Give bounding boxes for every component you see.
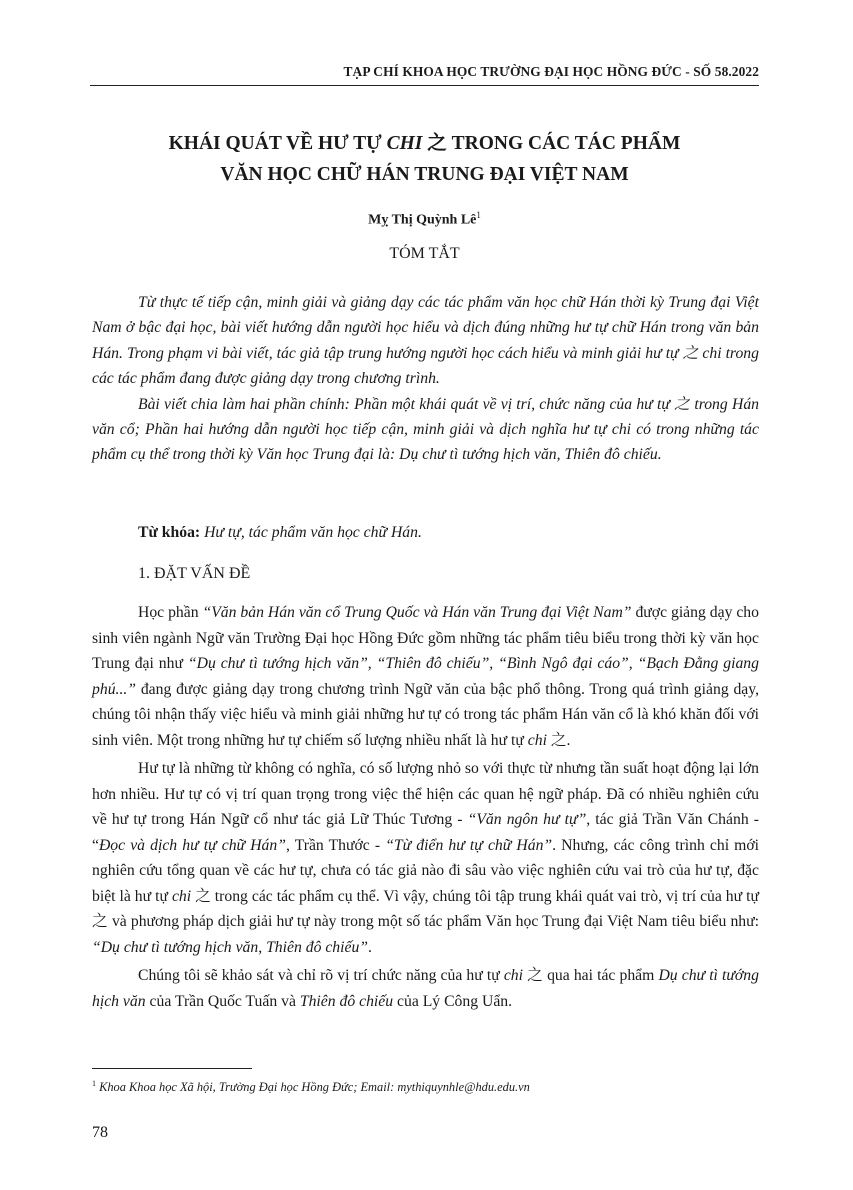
article-title xyxy=(90,128,759,190)
abstract-paragraph-1: Từ thực tế tiếp cận, minh giải và giảng dạy các tác phẩm văn học chữ Hán thời kỳ Trung đại Việt Nam ở bậc đại học, bài viết hướng dẫn người học hiểu và dịch đúng những hư tự chữ Hán trong văn bản Hán. Trong phạm vi bài viết, tác giả tập trung hướng người học cách hiểu và minh giải hư tự 之 chi trong các tác phẩm đang được giảng dạy trong chương trình. xyxy=(92,294,759,388)
text-run: Học phần xyxy=(138,604,203,621)
author-line xyxy=(90,210,759,229)
body-text xyxy=(92,600,759,1017)
italic-run: “Văn ngôn hư tự” xyxy=(467,811,587,828)
body-paragraph-1 xyxy=(92,600,759,753)
italic-run: chi xyxy=(527,731,547,749)
text-run: đang được giảng dạy trong chương trình Ngữ văn của bậc phổ thông. Trong quá trình giảng dạy, chúng tôi nhận thấy việc hiểu và minh giải những hư tự có trong tác phẩm Hán văn cổ là khó khăn đối với sinh viên. Một trong những hư tự chiếm số lượng nhiều nhất là hư tự xyxy=(92,680,759,749)
text-run: 之 trong các tác phẩm cụ thể. Vì vậy, chúng tôi tập trung khái quát vai trò, vị trí của hư tự 之 và phương pháp dịch giải hư tự này trong một số tác phẩm Văn học Trung đại Việt Nam tiêu biểu như: xyxy=(92,887,759,930)
text-run: 之 qua hai tác phẩm xyxy=(523,967,659,984)
keywords-value: Hư tự, tác phẩm văn học chữ Hán. xyxy=(200,524,422,541)
body-paragraph-2 xyxy=(92,756,759,960)
text-run: , Trần Thước - xyxy=(285,836,386,854)
italic-run: Đọc và dịch hư tự chữ Hán” xyxy=(98,836,286,854)
keywords-label: Từ khóa: xyxy=(138,524,201,541)
text-run: Hư tự là những từ không có nghĩa, có số lượng nhỏ so với thực từ nhưng tần suất hoạt động lại lớn hơn nhiều. Hư tự có vị trí quan trọng trong việc thể hiện các quan hệ ngữ pháp. Đã có nhiều nghiên cứu về hư tự trong Hán Ngữ cổ như tác giả Lữ Thúc Tương - xyxy=(92,760,759,828)
text-run: 之. xyxy=(546,731,571,749)
abstract-paragraph-2: Bài viết chia làm hai phần chính: Phần một khái quát về vị trí, chức năng của hư tự 之 trong Hán văn cổ; Phần hai hướng dẫn người học tiếp cận, minh giải và dịch nghĩa hư tự chi có trong những tác phẩm cụ thể trong thời kỳ Văn học Trung đại là: Dụ chư tì tướng hịch văn, Thiên đô chiếu. xyxy=(92,395,759,464)
author-name: Mỵ Thị Quỳnh Lê xyxy=(368,212,477,228)
title-term: CHI xyxy=(386,133,423,154)
author-footnote-mark: 1 xyxy=(476,210,481,220)
title-line-2: VĂN HỌC CHỮ HÁN TRUNG ĐẠI VIỆT NAM xyxy=(220,164,629,185)
text-run: của Trần Quốc Tuấn và xyxy=(145,992,300,1010)
footnote-text: Khoa Khoa học Xã hội, Trường Đại học Hồng Đức; Email: mythiquynhle@hdu.edu.vn xyxy=(96,1080,530,1095)
section-heading: 1. ĐẶT VẤN ĐỀ xyxy=(138,565,251,582)
title-line-1-post: TRONG CÁC TÁC PHẨM xyxy=(446,133,681,154)
italic-run: chi xyxy=(171,887,192,905)
italic-run: “Văn bản Hán văn cổ Trung Quốc và Hán văn Trung đại Việt Nam” xyxy=(202,604,632,621)
footnote xyxy=(92,1079,759,1095)
title-line-1-pre: KHÁI QUÁT VỀ HƯ TỰ xyxy=(168,133,387,154)
keywords xyxy=(138,524,759,542)
abstract xyxy=(92,290,759,468)
italic-run: “Dụ chư tì tướng hịch văn”, “Thiên đô chiếu”, “Bình Ngô đại cáo”, “Bạch Đằng giang phú...” xyxy=(92,655,759,698)
italic-run: chi xyxy=(503,967,524,984)
journal-header: TẠP CHÍ KHOA HỌC TRƯỜNG ĐẠI HỌC HỒNG ĐỨC - SỐ 58.2022 xyxy=(90,64,759,86)
text-run: Chúng tôi sẽ khảo sát và chỉ rõ vị trí chức năng của hư tự xyxy=(138,967,504,984)
text-run: được giảng dạy cho sinh viên ngành Ngữ văn Trường Đại học Hồng Đức gồm những tác phẩm tiêu biểu trong thời kỳ văn học Trung đại như xyxy=(92,604,759,672)
text-run: . xyxy=(368,938,372,956)
abstract-heading: TÓM TẮT xyxy=(389,245,460,262)
text-run: của Lý Công Uẩn. xyxy=(393,992,513,1010)
title-line-1 xyxy=(90,128,759,159)
body-paragraph-3 xyxy=(92,963,759,1014)
title-chinese-char: 之 xyxy=(422,133,447,154)
italic-run: “Từ điển hư tự chữ Hán” xyxy=(385,836,553,854)
footnote-mark: 1 xyxy=(92,1079,96,1088)
italic-run: “Dụ chư tì tướng hịch văn, Thiên đô chiếu” xyxy=(92,938,369,956)
text-run: . Nhưng, các công trình chỉ mới nghiên cứu tổng quan về các hư tự, chưa có tác giả nào đi sâu vào việc nghiên cứu vai trò của hư tự, đặc biệt là hư tự xyxy=(92,836,760,905)
italic-run: Dụ chư tì tướng hịch văn xyxy=(92,967,759,1010)
italic-run: Thiên đô chiếu xyxy=(299,992,394,1010)
page-number: 78 xyxy=(92,1124,108,1141)
text-run: , tác giả Trần Văn Chánh - “ xyxy=(92,811,759,854)
footnote-divider xyxy=(92,1068,252,1069)
